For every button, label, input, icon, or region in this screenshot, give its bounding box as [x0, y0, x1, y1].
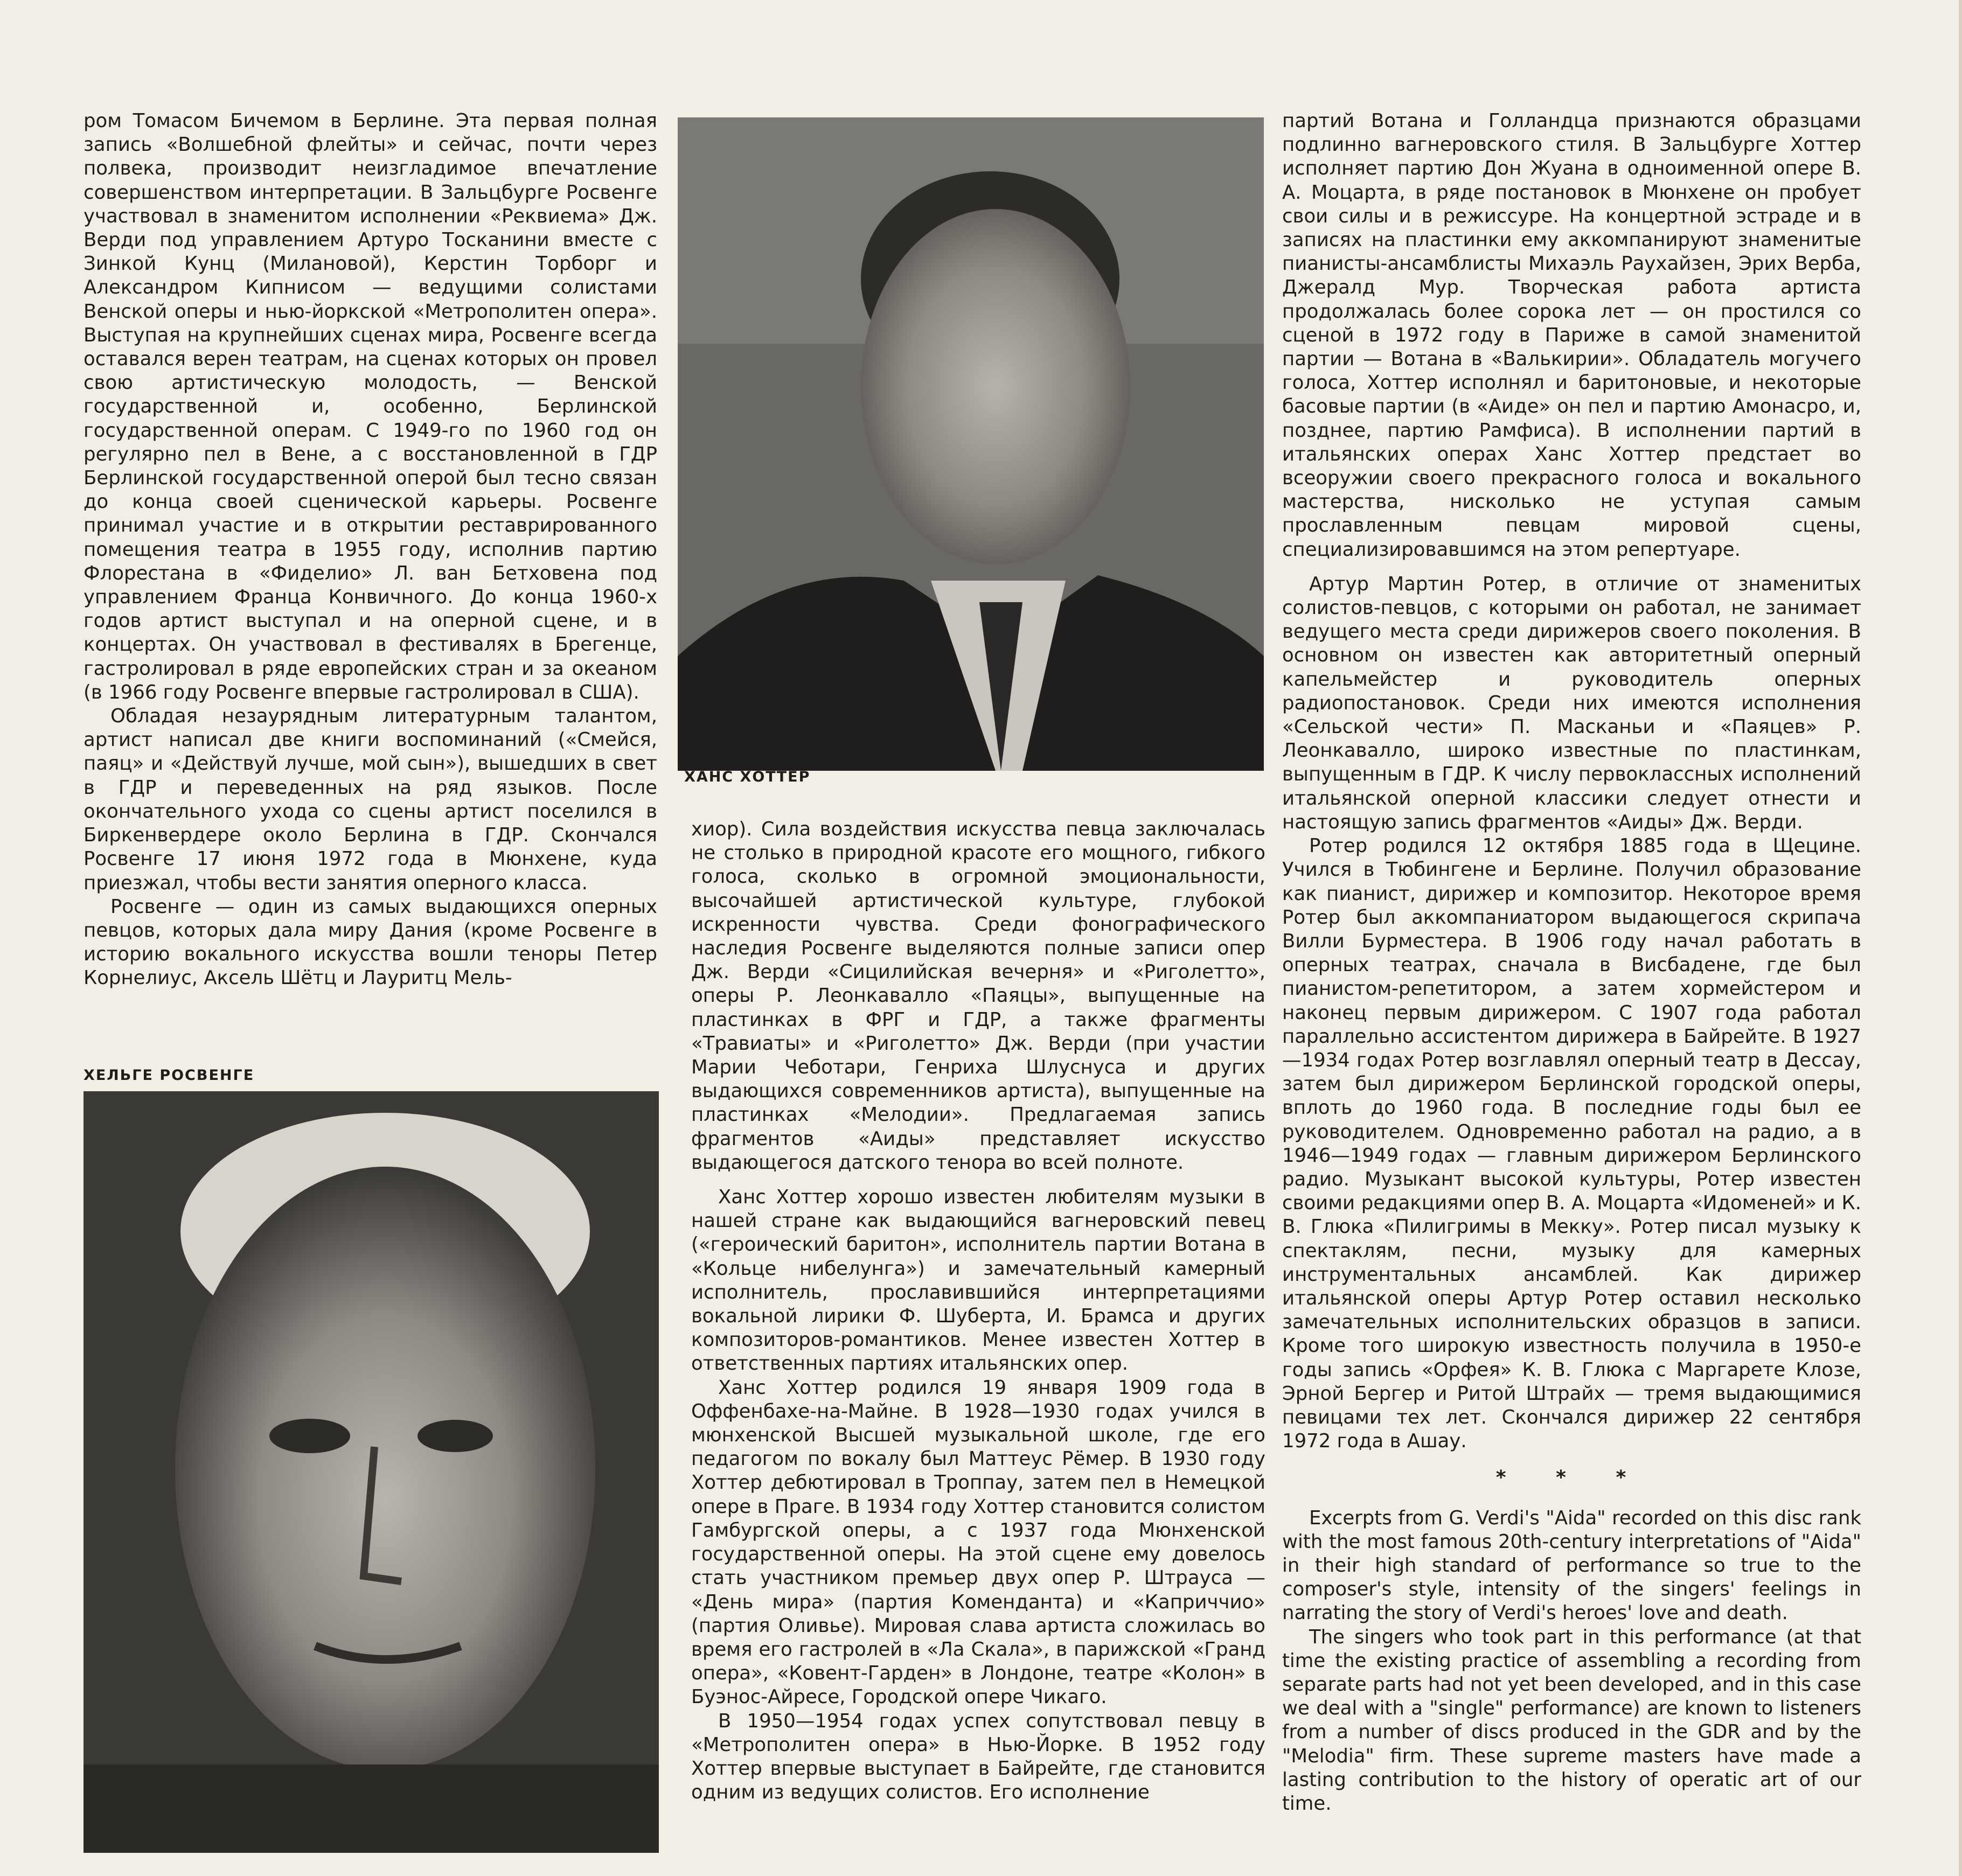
paragraph: Ханс Хоттер хорошо известен любителям музыки в нашей стране как выдающийся вагнеровский певец («героический баритон», исполнитель партии Вотана в «Кольце нибелунга») и замечательный камерный исполнитель, прославившийся интерпретациями вокальной лирики Ф. Шуберта, И. Брамса и других композиторов-романтиков. Менее известен Хоттер в ответственных партиях итальянских опер.: [691, 1186, 1265, 1375]
paragraph: Росвенге — один из самых выдающихся оперных певцов, которых дала миру Дания (кроме Росвенге в историю вокального искусства вошли теноры Петер Корнелиус, Аксель Шётц и Лауритц Мель-: [84, 895, 657, 989]
paragraph: Обладая незаурядным литературным талантом, артист написал две книги воспоминаний («Смейся, паяц» и «Действуй лучше, мой сын»), вышедших в свет в ГДР и переведенных на ряд языков. После окончательного ухода со сцены артист поселился в Биркенвердере около Берлина в ГДР. Скончался Росвенге 17 июня 1972 года в Мюнхене, куда приезжал, чтобы вести занятия оперного класса.: [84, 705, 657, 894]
text-column-left: [84, 109, 657, 991]
section-separator: * * *: [1495, 1467, 1648, 1489]
paragraph: Ротер родился 12 октября 1885 года в Щецине. Учился в Тюбингене и Берлине. Получил образование как пианист, дирижер и композитор. Некоторое время Ротер был аккомпаниатором выдающегося скрипача Вилли Бурместера. В 1906 году начал работать в оперных театрах, сначала в Висбадене, где был пианистом-репетитором, а затем хормейстером и наконец первым дирижером. С 1907 года работал параллельно ассистентом дирижера в Байрейте. В 1927—1934 годах Ротер возглавлял оперный театр в Дессау, затем был дирижером Берлинской городской оперы, вплоть до 1960 года. В последние годы был ее руководителем. Одновременно работал на радио, а в 1946—1949 годах — главным дирижером Берлинского радио. Музыкант высокой культуры, Ротер известен своими редакциями опер В. А. Моцарта «Идоменей» и К. В. Глюка «Пилигримы в Мекку». Ротер писал музыку к спектаклям, песни, музыку для камерных инструментальных ансамблей. Как дирижер итальянской оперы Артур Ротер оставил несколько замечательных исполнительских образцов в записи. Кроме того широкую известность получила в 1950-е годы запись «Орфея» К. В. Глюка с Маргарете Клозе, Эрной Бергер и Ритой Штрайх — тремя выдающимися певицами тех лет. Скончался дирижер 22 сентября 1972 года в Ашау.: [1282, 835, 1861, 1453]
english-paragraph: The singers who took part in this performance (at that time the existing practice of assembling a recording from separate parts had not yet been developed, and in this case we deal with a "single" performance) are known to listeners from a number of discs produced in the GDR and by the "Melodia" firm. These supreme masters have made a lasting contribution to the history of operatic art of our time.: [1282, 1626, 1861, 1815]
english-paragraph: Excerpts from G. Verdi's "Aida" recorded on this disc rank with the most famous 20th-century interpretations of "Aida" in their high standard of performance so true to the composer's style, intensity of the singers' feelings in narrating the story of Verdi's heroes' love and death.: [1282, 1507, 1861, 1624]
paragraph: Артур Мартин Ротер, в отличие от знаменитых солистов-певцов, с которыми он работал, не занимает ведущего места среди дирижеров своего поколения. В основном он известен как авторитетный оперный капельмейстер и руководитель оперных радиопостановок. Среди них имеются исполнения «Сельской чести» П. Масканьи и «Паяцев» Р. Леонкавалло, широко известные по пластинкам, выпущенным в ГДР. К числу первоклассных исполнений итальянской оперной классики следует отнести и настоящую запись фрагментов «Аиды» Дж. Верди.: [1282, 573, 1861, 833]
text-column-middle: [691, 818, 1265, 1804]
paragraph: ром Томасом Бичемом в Берлине. Эта первая полная запись «Волшебной флейты» и сейчас, почти через полвека, производит неизгладимое впечатление совершенством интерпретации. В Зальцбурге Росвенге участвовал в знаменитом исполнении «Реквиема» Дж. Верди под управлением Артуро Тосканини вместе с Зинкой Кунц (Милановой), Керстин Торборг и Александром Кипнисом — ведущими солистами Венской оперы и нью-йоркской «Метрополитен опера». Выступая на крупнейших сценах мира, Росвенге всегда оставался верен театрам, на сценах которых он провел свою артистическую молодость, — Венской государственной и, особенно, Берлинской государственной операм. С 1949-го по 1960 год он регулярно пел в Вене, а с восстановленной в ГДР Берлинской государственной оперой был тесно связан до конца своей сценической карьеры. Росвенге принимал участие и в открытии реставрированного помещения театра в 1955 году, исполнив партию Флорестана в «Фиделио» Л. ван Бетховена под управлением Франца Конвичного. До конца 1960-х годов артист выступал и на оперной сцене, и в концертах. Он участвовал в фестивалях в Брегенце, гастролировал в ряде европейских стран и за океаном (в 1966 году Росвенге впервые гастролировал в США).: [84, 110, 657, 703]
photo-caption-hotter: ХАНС ХОТТЕР: [684, 769, 811, 785]
paragraph: партий Вотана и Голландца признаются образцами подлинно вагнеровского стиля. В Зальцбурге Хоттер исполняет партию Дон Жуана в одноименной опере В. А. Моцарта, в ряде постановок в Мюнхене он пробует свои силы и в режиссуре. На концертной эстраде и в записях на пластинки ему аккомпанируют знаменитые пианисты-ансамблисты Михаэль Раухайзен, Эрих Верба, Джералд Мур. Творческая работа артиста продолжалась более сорока лет — он простился со сценой в 1972 году в Париже в самой знаменитой партии — Вотана в «Валькирии». Обладатель могучего голоса, Хоттер исполнял и баритоновые, и некоторые басовые партии (в «Аиде» он пел и партию Амонасро, и, позднее, партию Рамфиса). В исполнении партий в итальянских операх Ханс Хоттер предстает во всеоружии своего прекрасного голоса и вокального мастерства, нисколько не уступая самым прославленным певцам мировой сцены, специализировавшимся на этом репертуаре.: [1282, 110, 1861, 561]
portrait-photo-hotter: [678, 117, 1264, 771]
portrait-photo-rosvaenge: [84, 1091, 659, 1853]
paragraph: хиор). Сила воздействия искусства певца заключалась не столько в природной красоте его мощного, гибкого голоса, сколько в огромной эмоциональности, высочайшей артистической культуре, глубокой искренности чувства. Среди фонографического наследия Росвенге выделяются полные записи опер Дж. Верди «Сицилийская вечерня» и «Риголетто», оперы Р. Леонкавалло «Паяцы», выпущенные на пластинках в ФРГ и ГДР, а также фрагменты «Травиаты» и «Риголетто» Дж. Верди (при участии Марии Чеботари, Генриха Шлуснуса и других выдающихся современников артиста), выпущенные на пластинках «Мелодии». Предлагаемая запись фрагментов «Аиды» представляет искусство выдающегося датского тенора во всей полноте.: [691, 818, 1265, 1174]
portrait-illustration: [678, 117, 1264, 771]
text-column-right: [1282, 109, 1861, 1816]
paragraph: Ханс Хоттер родился 19 января 1909 года в Оффенбахе-на-Майне. В 1928—1930 годах учился в мюнхенской Высшей музыкальной школе, где его педагогом по вокалу был Маттеус Рёмер. В 1930 году Хоттер дебютировал в Троппау, затем пел в Немецкой опере в Праге. В 1934 году Хоттер становится солистом Гамбургской оперы, а с 1937 года Мюнхенской государственной оперы. На этой сцене ему довелось стать участником премьер двух опер Р. Штрауса — «День мира» (партия Коменданта) и «Каприччио» (партия Оливье). Мировая слава артиста сложилась во время его гастролей в «Ла Скала», в парижской «Гранд опера», «Ковент-Гарден» в Лондоне, театре «Колон» в Буэнос-Айресе, Городской опере Чикаго.: [691, 1376, 1265, 1708]
paragraph: В 1950—1954 годах успех сопутствовал певцу в «Метрополитен опера» в Нью-Йорке. В 1952 году Хоттер впервые выступает в Байрейте, где становится одним из ведущих солистов. Его исполнение: [691, 1710, 1265, 1804]
portrait-illustration: [84, 1091, 659, 1853]
photo-caption-rosvaenge: ХЕЛЬГЕ РОСВЕНГЕ: [84, 1067, 255, 1084]
